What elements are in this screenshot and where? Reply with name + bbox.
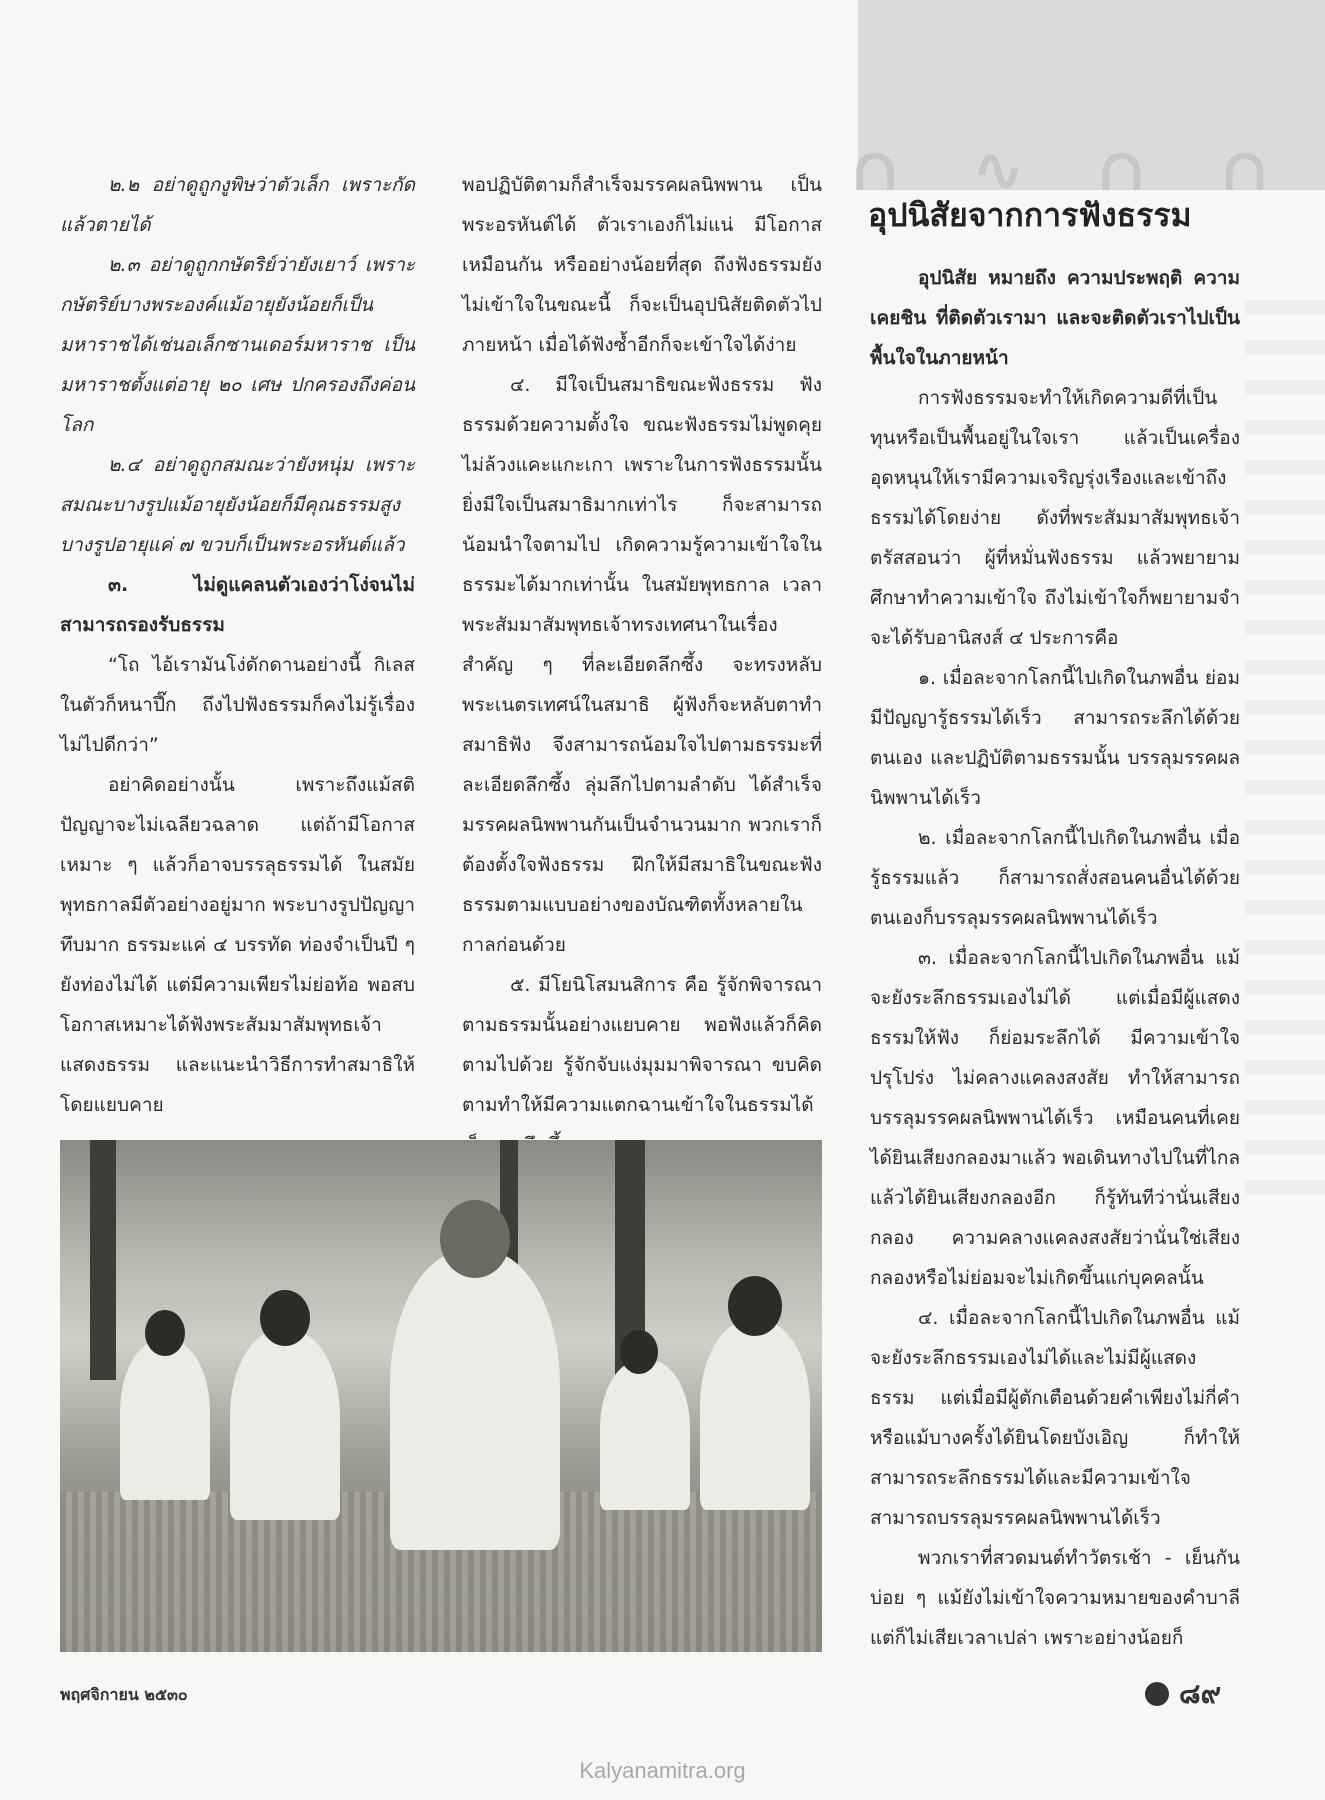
paragraph: ๔. เมื่อละจากโลกนี้ไปเกิดในภพอื่น แม้จะยังระลึกธรรมเองไม่ได้และไม่มีผู้แสดงธรรม แต่เมื่อมีผู้ตักเตือนด้วยคำเพียงไม่กี่คำ หรือแม้บางครั้งได้ยินโดยบังเอิญ ก็ทำให้สามารถระลึกธรรมได้และมีความเข้าใจ สามารถบรรลุมรรคผลนิพพานได้เร็ว <box>870 1307 1240 1529</box>
paragraph: พอปฏิบัติตามก็สำเร็จมรรคผลนิพพาน เป็นพระอรหันต์ได้ ตัวเราเองก็ไม่แน่ มีโอกาสเหมือนกัน หรืออย่างน้อยที่สุด ถึงฟังธรรมยังไม่เข้าใจในขณะนี้ ก็จะเป็นอุปนิสัยติดตัวไปภายหน้า เมื่อได้ฟังซ้ำอีกก็จะเข้าใจได้ง่าย <box>462 174 822 356</box>
person-head <box>620 1330 658 1374</box>
paragraph: พวกเราที่สวดมนต์ทำวัตรเช้า - เย็นกันบ่อย ๆ แม้ยังไม่เข้าใจความหมายของคำบาลี แต่ก็ไม่เสียเวลาเปล่า เพราะอย่างน้อยก็ <box>870 1547 1240 1649</box>
paragraph: การฟังธรรมจะทำให้เกิดความดีที่เป็นทุนหรือเป็นพื้นอยู่ในใจเรา แล้วเป็นเครื่องอุดหนุนให้เรามีความเจริญรุ่งเรืองและเข้าถึงธรรมได้โดยง่าย ดังที่พระสัมมาสัมพุทธเจ้าตรัสสอนว่า ผู้ที่หมั่นฟังธรรม แล้วพยายามศึกษาทำความเข้าใจ ถึงไม่เข้าใจก็พยายามจำ จะได้รับอานิสงส์ ๔ ประการคือ <box>870 387 1240 649</box>
bullet-icon <box>1145 1682 1169 1706</box>
paragraph: ๕. มีโยนิโสมนสิการ คือ รู้จักพิจารณาตามธรรมนั้นอย่างแยบคาย พอฟังแล้วก็คิดตามไปด้วย รู้จักจับแง่มุมมาพิจารณา ขบคิดตามทำให้มีความแตกฉานเข้าใจในธรรมได้ <box>462 974 822 1116</box>
column-right <box>870 258 1240 1658</box>
paragraph: ๑. เมื่อละจากโลกนี้ไปเกิดในภพอื่น ย่อมมีปัญญารู้ธรรมได้เร็ว สามารถระลึกได้ด้วยตนเอง และปฏิบัติตามธรรมนั้น บรรลุมรรคผลนิพพานได้เร็ว <box>870 667 1240 809</box>
meditation-photo <box>60 1140 822 1652</box>
paragraph: ๒.๓ อย่าดูถูกกษัตริย์ว่ายังเยาว์ เพราะกษัตริย์บางพระองค์แม้อายุยังน้อยก็เป็นมหาราชได้เช่นอเล็กซานเดอร์มหาราช เป็นมหาราชตั้งแต่อายุ ๒๐ เศษ ปกครองถึงค่อนโลก <box>60 254 415 436</box>
issue-date: พฤศจิกายน ๒๕๓๐ <box>60 1685 188 1704</box>
person-head <box>728 1276 782 1336</box>
tree-trunk <box>90 1140 116 1380</box>
paragraph: ๓. เมื่อละจากโลกนี้ไปเกิดในภพอื่น แม้จะยังระลึกธรรมเองไม่ได้ แต่เมื่อมีผู้แสดงธรรมให้ฟัง ก็ย่อมระลึกได้ มีความเข้าใจปรุโปร่ง ไม่คลางแคลงสงสัย ทำให้สามารถบรรลุมรรคผลนิพพานได้เร็ว เหมือนคนที่เคยได้ยินเสียงกลองมาแล้ว พอเดินทางไปในที่ไกลแล้วได้ยินเสียงกลองอีก ก็รู้ทันทีว่านั่นเสียงกลอง ความคลางแคลงสงสัยว่านั่นใช่เสียงกลองหรือไม่ย่อมจะไม่เกิดขึ้นแก่บุคคลนั้น <box>870 947 1240 1289</box>
watermark: Kalyanamitra.org <box>579 1758 746 1783</box>
page-number: ๘๙ <box>1179 1677 1222 1710</box>
corner-decoration: ∩ ∿ ∩ ∩ <box>850 135 1296 205</box>
person-head <box>440 1200 510 1278</box>
paragraph: อุปนิสัย หมายถึง ความประพฤติ ความเคยชิน ที่ติดตัวเรามา และจะติดตัวเราไปเป็นพื้นใจในภายหน้า <box>870 267 1240 369</box>
seated-person <box>230 1330 340 1520</box>
paragraph: ๒.๒ อย่าดูถูกงูพิษว่าตัวเล็ก เพราะกัดแล้วตายได้ <box>60 174 415 236</box>
seated-person <box>600 1360 690 1510</box>
section-heading: อุปนิสัยจากการฟังธรรม <box>868 196 1192 234</box>
paragraph: “โถ ไอ้เรามันโง่ดักดานอย่างนี้ กิเลสในตัวก็หนาปึ๊ก ถึงไปฟังธรรมก็คงไม่รู้เรื่อง ไม่ไปดีกว่า” <box>60 654 415 756</box>
column-middle <box>462 165 822 1165</box>
paragraph: ๔. มีใจเป็นสมาธิขณะฟังธรรม ฟังธรรมด้วยความตั้งใจ ขณะฟังธรรมไม่พูดคุย ไม่ล้วงแคะแกะเกา เพราะในการฟังธรรมนั้นยิ่งมีใจเป็นสมาธิมากเท่าไร ก็จะสามารถน้อมนำใจตามไป เกิดความรู้ความเข้าใจในธรรมะได้มากเท่านั้น ในสมัยพุทธกาล เวลาพระสัมมาสัมพุทธเจ้าทรงเทศนาในเรื่องสำคัญ ๆ ที่ละเอียดลึกซึ้ง จะทรงหลับพระเนตรเทศน์ในสมาธิ ผู้ฟังก็จะหลับตาทำสมาธิฟัง จึงสามารถน้อมใจไปตามธรรมะที่ละเอียดลึกซึ้ง ลุ่มลึกไปตามลำดับ ได้สำเร็จมรรคผลนิพพานกันเป็นจำนวนมาก พวกเราก็ต้องตั้งใจฟังธรรม ฝึกให้มีสมาธิในขณะฟังธรรมตามแบบอย่างของบัณฑิตทั้งหลายในกาลก่อนด้วย <box>462 374 822 956</box>
bleed-through-text <box>1245 300 1325 1200</box>
seated-person <box>390 1250 560 1550</box>
person-head <box>260 1290 310 1346</box>
seated-person <box>120 1340 210 1500</box>
paragraph: ๓. ไม่ดูแคลนตัวเองว่าโง่จนไม่สามารถรองรับธรรม <box>60 574 415 636</box>
paragraph: ๒.๔ อย่าดูถูกสมณะว่ายังหนุ่ม เพราะสมณะบางรูปแม้อายุยังน้อยก็มีคุณธรรมสูง บางรูปอายุแค่ ๗ ขวบก็เป็นพระอรหันต์แล้ว <box>60 454 415 556</box>
person-head <box>145 1310 185 1356</box>
paragraph: ๒. เมื่อละจากโลกนี้ไปเกิดในภพอื่น เมื่อรู้ธรรมแล้ว ก็สามารถสั่งสอนคนอื่นได้ด้วยตนเองก็บรรลุมรรคผลนิพพานได้เร็ว <box>870 827 1240 929</box>
seated-person <box>700 1320 810 1510</box>
paragraph: อย่าคิดอย่างนั้น เพราะถึงแม้สติปัญญาจะไม่เฉลียวฉลาด แต่ถ้ามีโอกาสเหมาะ ๆ แล้วก็อาจบรรลุธรรมได้ ในสมัยพุทธกาลมีตัวอย่างอยู่มาก พระบางรูปปัญญาทึบมาก ธรรมะแค่ ๔ บรรทัด ท่องจำเป็นปี ๆ ยังท่องไม่ได้ แต่มีความเพียรไม่ย่อท้อ พอสบโอกาสเหมาะได้ฟังพระสัมมาสัมพุทธเจ้าแสดงธรรม และแนะนำวิธีการทำสมาธิให้โดยแยบคาย <box>60 774 415 1116</box>
column-left <box>60 165 415 1125</box>
page-number-block <box>1145 1672 1221 1716</box>
